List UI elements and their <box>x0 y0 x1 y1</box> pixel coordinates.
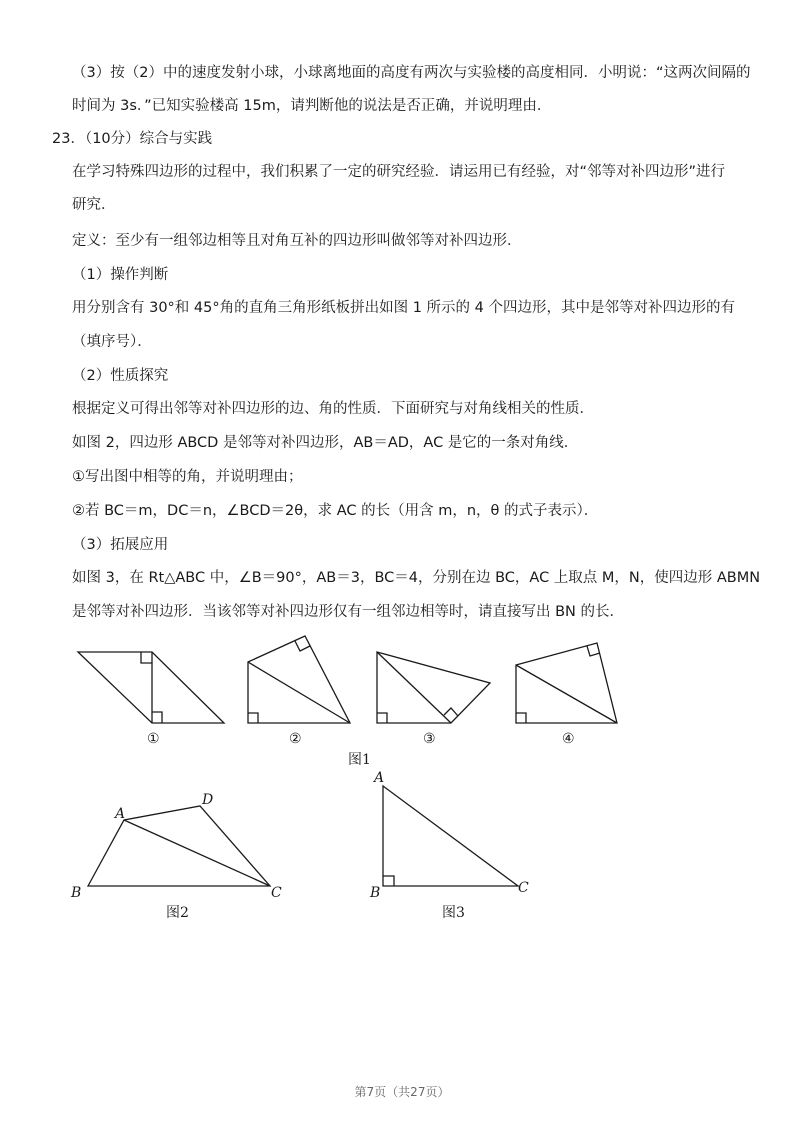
figure3-triangle <box>383 786 518 886</box>
subquestion-1: ①写出图中相等的角，并说明理由； <box>72 469 303 485</box>
figure1-shape-1 <box>78 652 224 723</box>
text-line-8: 用分别含有 30°和 45°角的直角三角形纸板拼出如图 1 所示的 4 个四边形，其中是邻等对补四边形的有 <box>72 300 736 316</box>
figure2-point-D: D <box>202 792 214 808</box>
part-1-heading: （1）操作判断 <box>72 267 169 283</box>
figure1-label-4: ④ <box>562 731 575 747</box>
figure2-point-C: C <box>271 885 282 901</box>
figure1-caption: 图1 <box>348 752 371 768</box>
text-line-9: （填序号）． <box>72 334 152 350</box>
figure3-caption: 图3 <box>442 905 465 921</box>
figure1-shape-4 <box>516 643 617 723</box>
text-line-5: 研究． <box>72 197 116 213</box>
text-line-4: 在学习特殊四边形的过程中，我们积累了一定的研究经验．请运用已有经验，对“邻等对补四边形”进行 <box>72 164 726 180</box>
figure2-caption: 图2 <box>166 905 189 921</box>
figure2-point-B: B <box>71 885 82 901</box>
figure1-shape-2 <box>248 636 350 723</box>
text-line-12: 如图 2，四边形 ABCD 是邻等对补四边形，AB＝AD，AC 是它的一条对角线． <box>72 435 579 451</box>
figure2-point-A: A <box>115 806 126 822</box>
text-line-16: 如图 3，在 Rt△ABC 中，∠B＝90°，AB＝3，BC＝4，分别在边 BC，AC 上取点 M，N，使四边形 ABMN <box>72 570 761 586</box>
figure1-label-3: ③ <box>423 731 436 747</box>
figure1-label-2: ② <box>289 731 302 747</box>
text-line-1: （3）按（2）中的速度发射小球，小球离地面的高度有两次与实验楼的高度相同．小明说：“这两次间隔的 <box>72 65 751 81</box>
definition: 定义：至少有一组邻边相等且对角互补的四边形叫做邻等对补四边形． <box>72 233 522 249</box>
part-3-heading: （3）拓展应用 <box>72 537 169 553</box>
text-line-17: 是邻等对补四边形．当该邻等对补四边形仅有一组邻边相等时，请直接写出 BN 的长． <box>72 604 625 620</box>
figure1-label-1: ① <box>147 731 160 747</box>
text-line-11: 根据定义可得出邻等对补四边形的边、角的性质．下面研究与对角线相关的性质． <box>72 401 594 417</box>
part-2-heading: （2）性质探究 <box>72 368 169 384</box>
page-footer: 第7页（共27页） <box>354 1085 450 1099</box>
figure1-shape-3 <box>377 652 490 723</box>
subquestion-2: ②若 BC＝m，DC＝n，∠BCD＝2θ，求 AC 的长（用含 m，n，θ 的式子表示）． <box>72 503 599 519</box>
text-line-2: 时间为 3s．”已知实验楼高 15m，请判断他的说法是否正确，并说明理由． <box>72 98 552 114</box>
figure3-point-B: B <box>370 885 381 901</box>
figure3-point-C: C <box>518 880 529 896</box>
question-23-heading: 23．（10分）综合与实践 <box>52 131 213 147</box>
figure3-point-A: A <box>374 770 385 786</box>
